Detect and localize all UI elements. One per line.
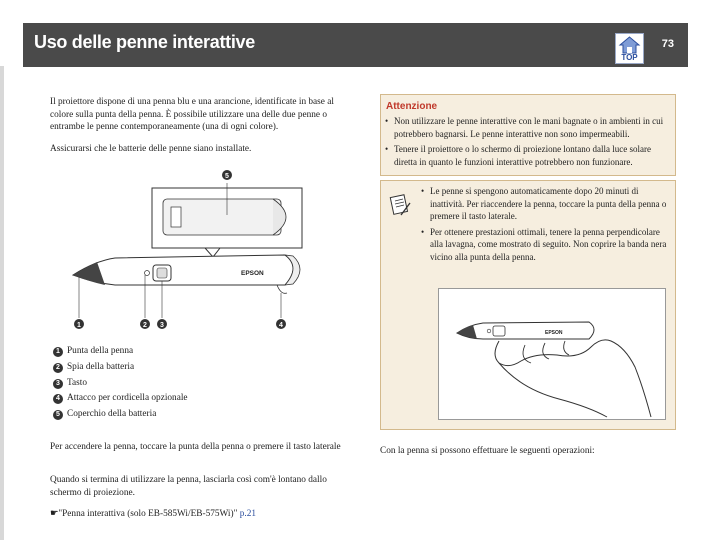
- turn-off-paragraph: Quando si termina di utilizzare la penna, lasciarla così com'è lontano dallo schermo di proiezione.: [50, 475, 327, 498]
- note-item: • Le penne si spengono automaticamente dopo 20 minuti di inattività. Per riaccendere la penna, toccare la punta della penna o premere il tasto laterale.: [421, 185, 671, 223]
- legend-item: 4 Attacco per cordicella opzionale: [53, 391, 188, 407]
- turn-on-paragraph: Per accendere la penna, toccare la punta della penna o premere il tasto laterale: [50, 442, 341, 452]
- reference-text: "Penna interattiva (solo EB-585Wi/EB-575Wi)": [58, 509, 238, 519]
- home-icon: [616, 35, 643, 55]
- callout-4: 4: [279, 322, 283, 329]
- reference-line: [50, 508, 348, 521]
- page-header: [23, 23, 688, 67]
- hand-holding-pen-drawing: [439, 289, 665, 419]
- callout-5: 5: [225, 173, 229, 180]
- note-item: • Per ottenere prestazioni ottimali, tenere la penna perpendicolare alla lavagna, come mostrato di seguito. Non coprire la banda nera vicino alla punta della penna.: [421, 226, 671, 264]
- callout-2: 2: [143, 322, 147, 329]
- attention-box: [380, 94, 676, 176]
- callout-3: 3: [160, 322, 164, 329]
- pen-diagram: [55, 163, 330, 335]
- operations-paragraph: Con la penna si possono effettuare le seguenti operazioni:: [380, 446, 595, 456]
- legend-item: 2 Spia della batteria: [53, 360, 188, 376]
- illus-brand-label: EPSON: [545, 330, 563, 336]
- legend-item: 5 Coperchio della batteria: [53, 407, 188, 423]
- legend-item: 1 Punta della penna: [53, 344, 188, 360]
- attention-item: • Non utilizzare le penne interattive con le mani bagnate o in ambienti in cui potrebbero bagnarsi. Le penne interattive non sono impermeabili.: [385, 115, 671, 140]
- attention-title: Attenzione: [386, 101, 438, 112]
- note-list: [421, 185, 671, 267]
- pen-usage-illustration: [438, 288, 666, 420]
- pointing-hand-icon: ☛: [50, 509, 59, 519]
- pen-brand-label: EPSON: [241, 270, 264, 277]
- parts-legend: [53, 344, 188, 423]
- top-link-button[interactable]: [615, 33, 644, 64]
- callout-1: 1: [77, 322, 81, 329]
- battery-paragraph: Assicurarsi che le batterie delle penne siano installate.: [50, 144, 252, 154]
- left-margin-bar: [0, 66, 4, 540]
- attention-list: [385, 115, 671, 171]
- intro-paragraph: Il proiettore dispone di una penna blu e una arancione, identificate in base al colore sulla punta della penna. È possibile utilizzare una delle due penne o entrambe le penne contemporaneamente (una di ogni colore).: [50, 97, 334, 133]
- attention-item: • Tenere il proiettore o lo schermo di proiezione lontano dalla luce solare diretta in quanto le funzioni interattive potrebbero non funzionare.: [385, 143, 671, 168]
- legend-item: 3 Tasto: [53, 376, 188, 392]
- top-link-label: TOP: [621, 53, 638, 62]
- reference-page-link[interactable]: p.21: [239, 509, 257, 519]
- page-title: Uso delle penne interattive: [34, 32, 255, 52]
- page-number: 73: [661, 38, 674, 50]
- memo-icon: [389, 193, 411, 217]
